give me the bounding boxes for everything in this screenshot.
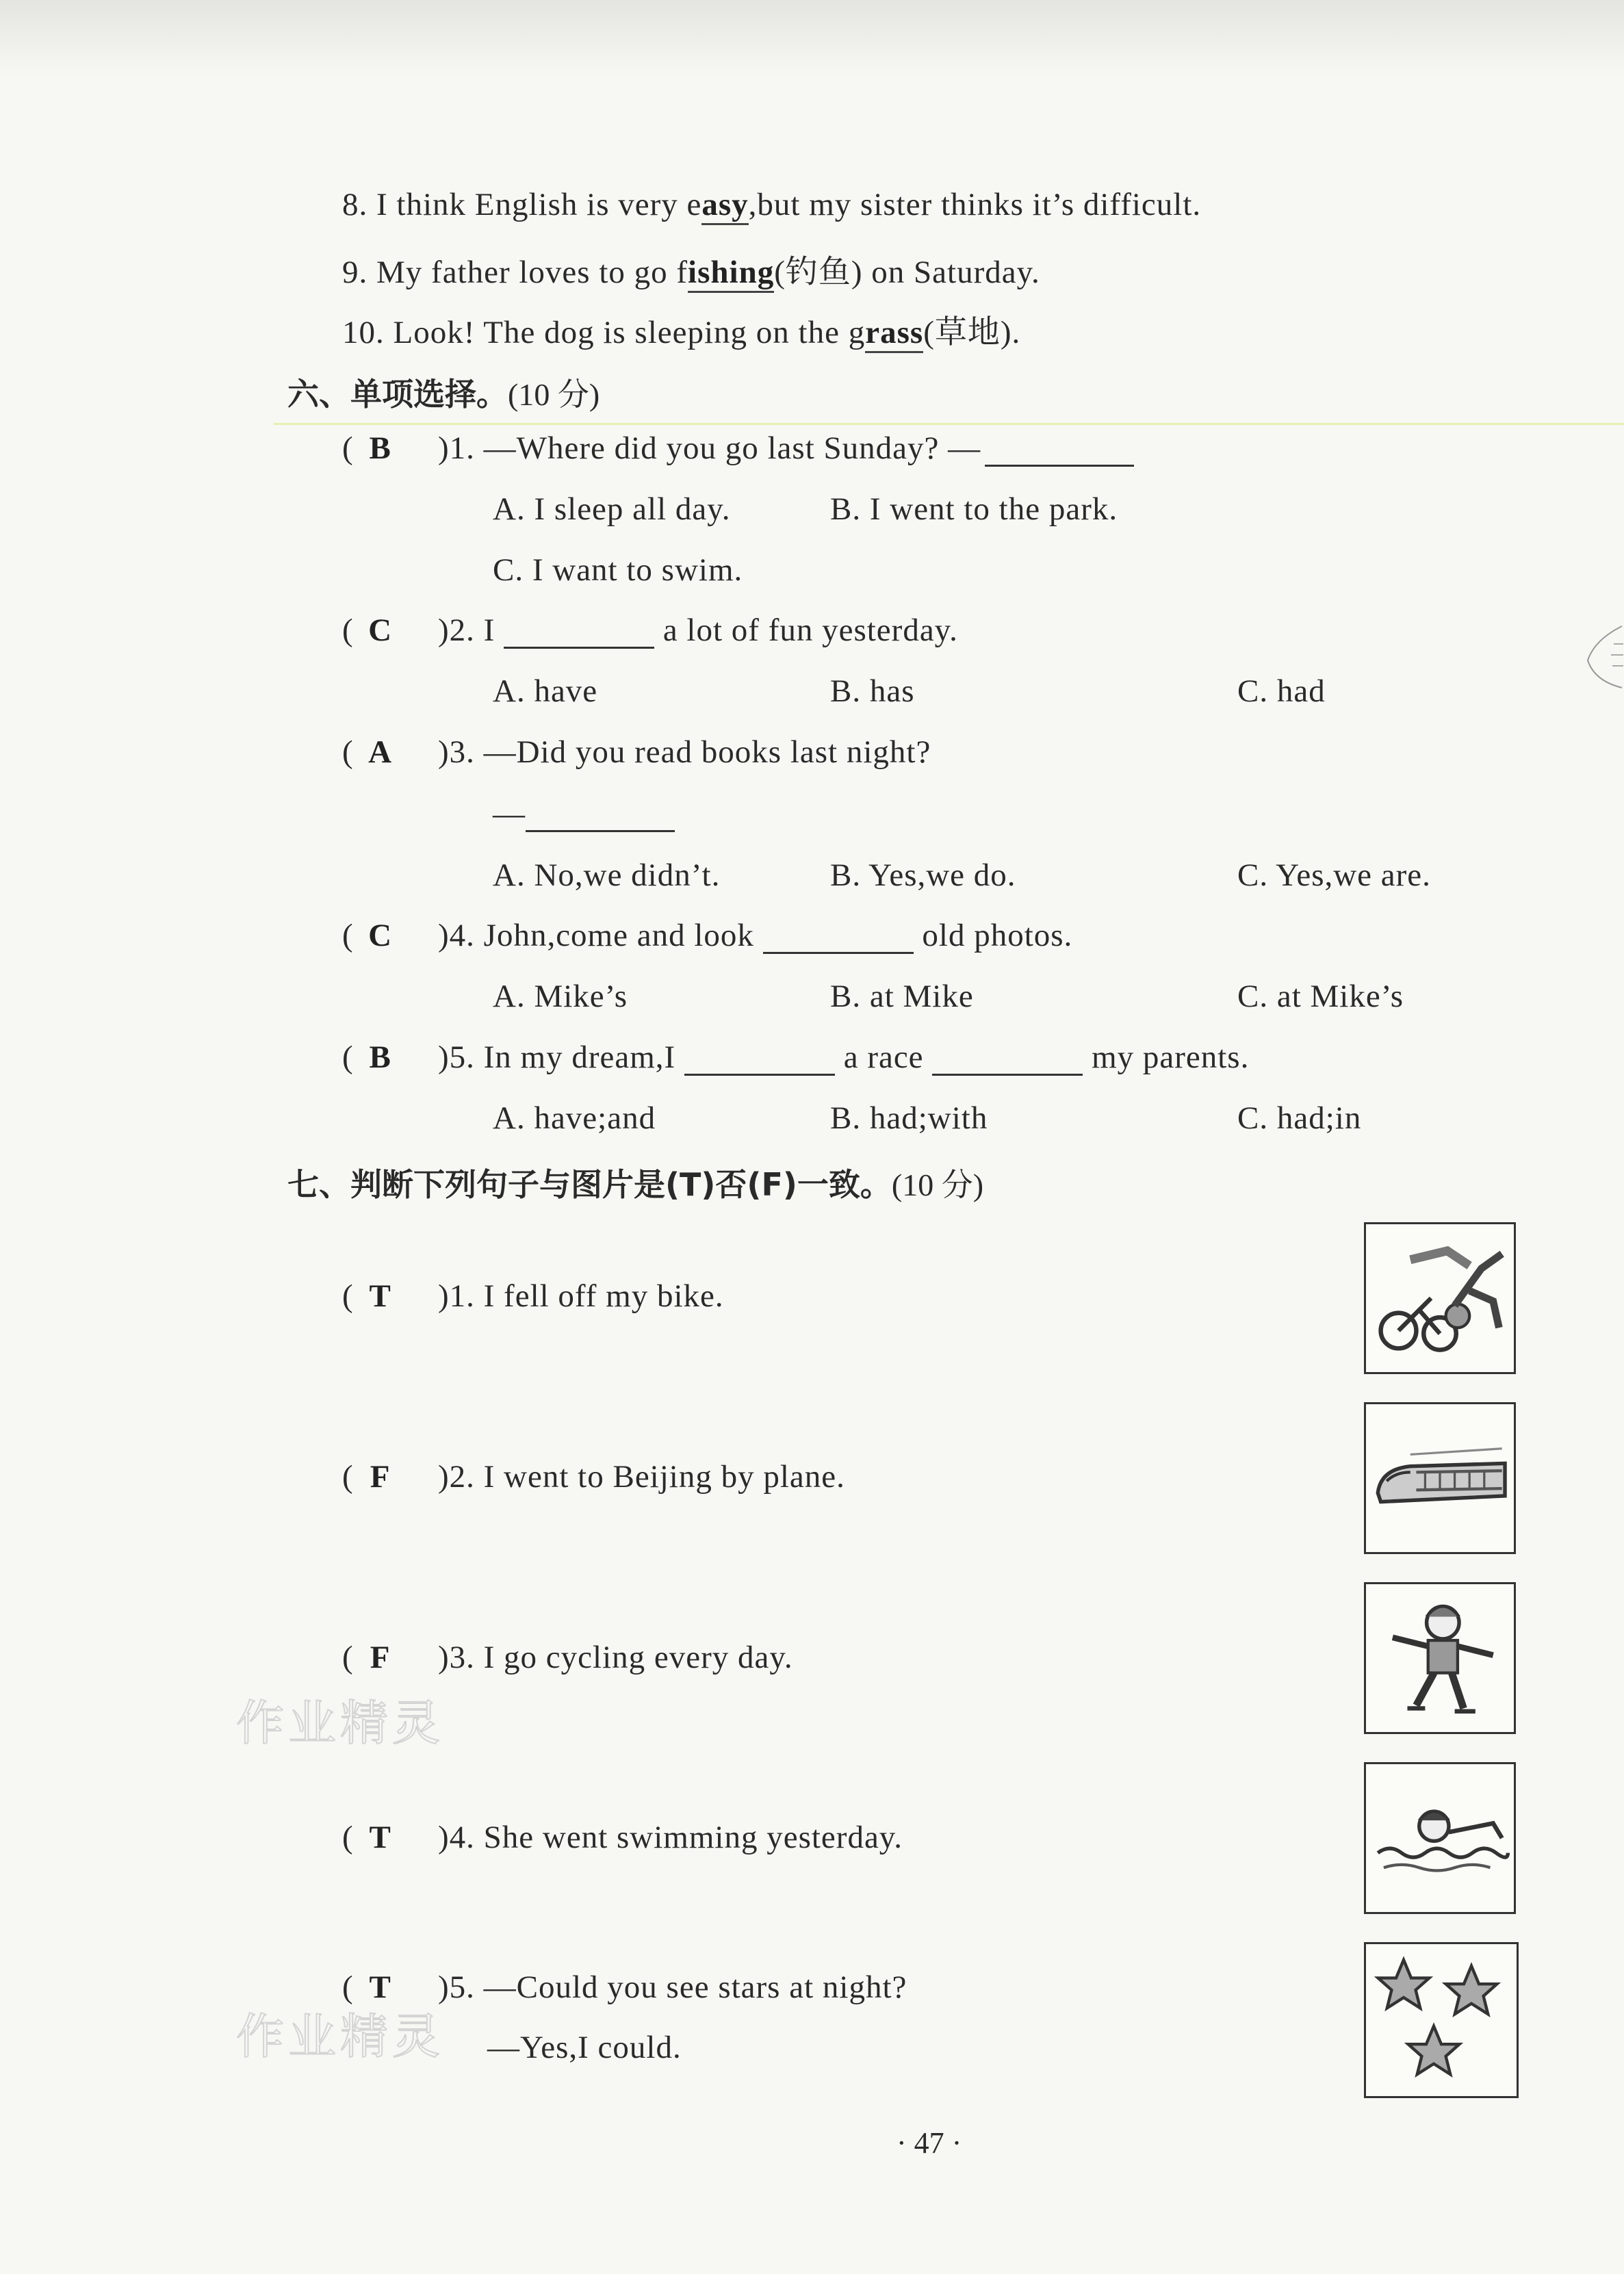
question-text: (草地). xyxy=(923,315,1021,350)
s7-question-5: ( T )5. —Could you see stars at night? xyxy=(342,1969,907,2005)
section-7-title: 七、判断下列句子与图片是(T)否(F)一致。(10 分) xyxy=(287,1166,984,1203)
option-a: A. have xyxy=(493,673,598,709)
answer-blank xyxy=(763,920,914,954)
stars-icon xyxy=(1366,1944,1517,2096)
question-text: My father loves to go f xyxy=(376,255,688,290)
question-text: Look! The dog is sleeping on the g xyxy=(393,315,866,350)
question-stem: )5. In my dream,I xyxy=(438,1039,676,1075)
question-stem: a race xyxy=(843,1039,924,1075)
option-c: C. I want to swim. xyxy=(493,552,743,588)
filled-answer: ishing xyxy=(688,255,774,293)
answer-letter: T xyxy=(369,1969,391,2005)
statement-text: )4. She went swimming yesterday. xyxy=(438,1820,903,1855)
answer-letter: T xyxy=(369,1820,391,1855)
s6-question-5: ( B )5. In my dream,I a race my parents. xyxy=(342,1039,1250,1075)
option-b: B. at Mike xyxy=(830,979,974,1014)
question-stem: )1. —Where did you go last Sunday? — xyxy=(438,430,981,466)
answer-letter: F xyxy=(370,1459,391,1495)
question-text: ,but my sister thinks it’s difficult. xyxy=(748,187,1202,222)
page-number: · 47 · xyxy=(897,2126,962,2160)
question-stem: )4. John,come and look xyxy=(438,918,754,953)
answer-letter: B xyxy=(369,430,391,466)
answer-blank xyxy=(684,1042,835,1076)
statement-text: )1. I fell off my bike. xyxy=(438,1278,724,1314)
answer-letter: C xyxy=(368,918,393,953)
statement-text: )3. I go cycling every day. xyxy=(438,1640,793,1675)
answer-blank xyxy=(504,615,654,649)
swimmer-icon xyxy=(1366,1764,1514,1912)
question-stem: a lot of fun yesterday. xyxy=(662,612,958,648)
page-fold-line xyxy=(274,423,1624,425)
answer-letter: A xyxy=(368,734,393,770)
s6-question-1: ( B )1. —Where did you go last Sunday? — xyxy=(342,430,1134,467)
girl-swimming-picture xyxy=(1364,1762,1516,1914)
option-b: B. I went to the park. xyxy=(830,491,1118,527)
question-stem: )2. I xyxy=(438,612,495,648)
question-8 xyxy=(342,186,1201,225)
section-6-title: 六、单项选择。(10 分) xyxy=(287,376,600,413)
s7-question-2: ( F )2. I went to Beijing by plane. xyxy=(342,1459,845,1495)
s7-question-3: ( F )3. I go cycling every day. xyxy=(342,1640,793,1675)
train-icon xyxy=(1366,1404,1514,1552)
answer-blank xyxy=(526,799,675,832)
scan-top-shadow xyxy=(0,0,1624,75)
option-a: A. Mike’s xyxy=(493,979,628,1014)
bike-crash-icon xyxy=(1366,1224,1514,1372)
option-c: C. at Mike’s xyxy=(1237,979,1404,1014)
option-c: C. had xyxy=(1237,673,1326,709)
option-b: B. had;with xyxy=(830,1100,988,1136)
question-number: 10. xyxy=(342,315,385,350)
option-b: B. has xyxy=(830,673,915,709)
question-stem: my parents. xyxy=(1092,1039,1250,1075)
watermark: 作业精灵 xyxy=(236,1695,444,1751)
answer-letter: T xyxy=(369,1278,391,1314)
answer-blank xyxy=(932,1042,1083,1076)
page-edge-mark xyxy=(1581,619,1624,695)
statement-text: )2. I went to Beijing by plane. xyxy=(438,1459,845,1495)
answer-letter: C xyxy=(368,612,393,648)
option-c: C. Yes,we are. xyxy=(1237,857,1431,893)
boy-falling-off-bike-picture xyxy=(1364,1222,1516,1374)
question-text: I think English is very e xyxy=(376,187,702,222)
s6-question-3: ( A )3. —Did you read books last night? xyxy=(342,734,931,770)
filled-answer: rass xyxy=(865,315,923,353)
answer-letter: B xyxy=(369,1039,391,1075)
question-9 xyxy=(342,246,1040,293)
option-a: A. I sleep all day. xyxy=(493,491,731,527)
s6-question-4: ( C )4. John,come and look old photos. xyxy=(342,918,1073,953)
question-number: 9. xyxy=(342,255,368,290)
statement-reply: —Yes,I could. xyxy=(487,2030,682,2065)
question-stem: old photos. xyxy=(922,918,1073,953)
question-stem: )3. —Did you read books last night? xyxy=(438,734,931,770)
s7-question-1: ( T )1. I fell off my bike. xyxy=(342,1278,724,1314)
s6-question-3-reply: — xyxy=(493,795,675,832)
boy-skating-picture xyxy=(1364,1582,1516,1734)
option-c: C. had;in xyxy=(1237,1100,1362,1136)
filled-answer: asy xyxy=(701,188,748,225)
option-b: B. Yes,we do. xyxy=(830,857,1016,893)
watermark: 作业精灵 xyxy=(236,2008,444,2065)
option-a: A. No,we didn’t. xyxy=(493,857,721,893)
question-number: 8. xyxy=(342,187,368,222)
answer-blank xyxy=(985,433,1134,467)
smiling-stars-picture xyxy=(1364,1942,1519,2098)
high-speed-train-picture xyxy=(1364,1402,1516,1554)
skater-icon xyxy=(1366,1584,1514,1732)
question-10 xyxy=(342,307,1020,353)
s7-question-4: ( T )4. She went swimming yesterday. xyxy=(342,1820,903,1855)
statement-text: )5. —Could you see stars at night? xyxy=(438,1969,907,2005)
answer-letter: F xyxy=(370,1640,391,1675)
s6-question-2: ( C )2. I a lot of fun yesterday. xyxy=(342,612,958,648)
question-text: (钓鱼) on Saturday. xyxy=(774,255,1040,290)
option-a: A. have;and xyxy=(493,1100,656,1136)
